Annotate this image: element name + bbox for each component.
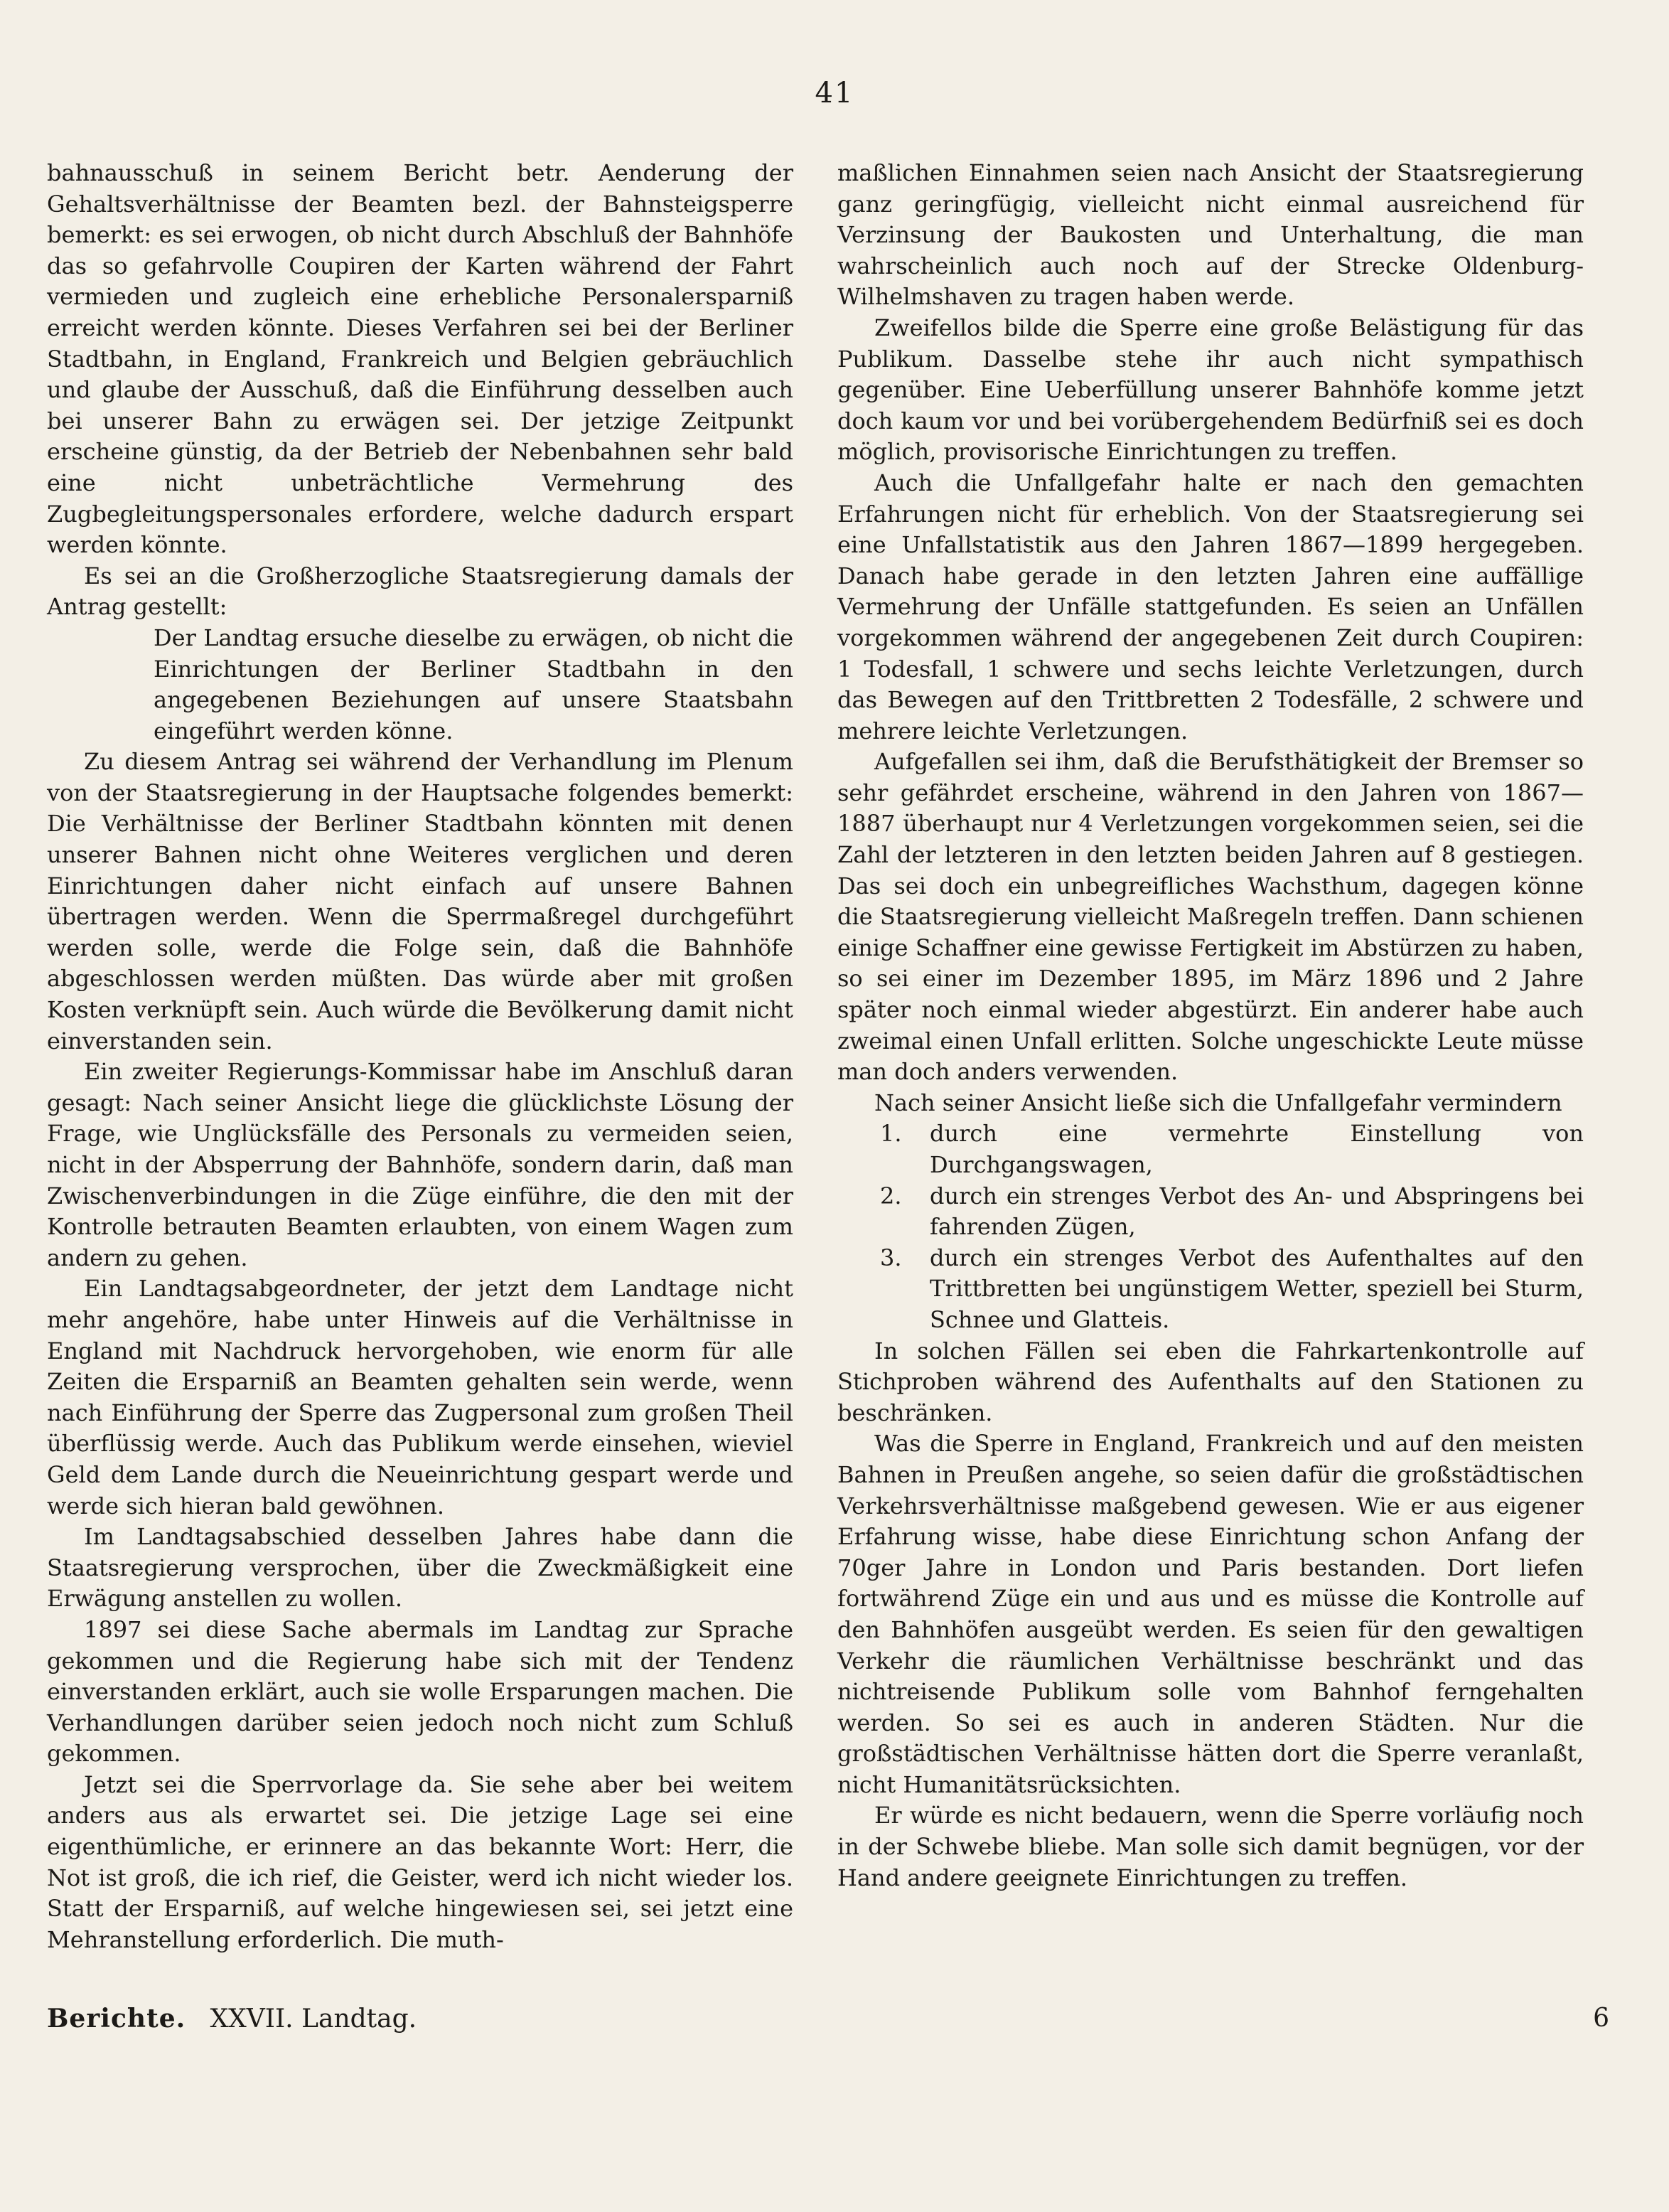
paragraph: Jetzt sei die Sperrvorlage da. Sie sehe aber bei weitem anders aus als erwartet sei. Die jetzige Lage sei eine eigenthümliche, er erinnere an das bekannte Wort: Herr, die Not ist groß, die ich rief, die Geister, werd ich nicht wieder los. Statt der Ersparniß, auf welche hingewiesen sei, sei jetzt eine Mehranstellung erforderlich. Die muth- — [47, 1770, 793, 1953]
footer-session: XXVII. Landtag. — [210, 2004, 417, 2034]
signature-mark: 6 — [1593, 2004, 1609, 2033]
paragraph: Im Landtagsabschied desselben Jahres habe dann die Staatsregierung versprochen, über die Zweckmäßigkeit eine Erwägung anstellen zu wollen. — [47, 1523, 793, 1613]
footer-label: Berichte. — [47, 2004, 186, 2034]
list-item-text: durch ein strenges Verbot des An- und Abspringens bei fahrenden Zügen, — [930, 1182, 1584, 1241]
paragraph: Es sei an die Großherzogliche Staatsregierung damals der Antrag gestellt: — [47, 562, 793, 621]
list-item — [837, 1118, 1584, 1180]
list-item-number: 1. — [880, 1120, 902, 1148]
paragraph: Ein Landtagsabgeordneter, der jetzt dem Landtage nicht mehr angehöre, habe unter Hinweis auf die Verhältnisse in England mit Nachdruck hervorgehoben, wie enorm für alle Zeiten die Ersparniß an Beamten gehalten sein werde, wenn nach Einführung der Sperre das Zugpersonal zum großen Theil überflüssig werde. Auch das Publikum werde einsehen, wieviel Geld dem Lande durch die Neueinrichtung gespart werde und werde sich hieran bald gewöhnen. — [47, 1275, 793, 1519]
quoted-motion: Der Landtag ersuche dieselbe zu erwägen, ob nicht die Einrichtungen der Berliner Stadtbahn in den angegebenen Beziehungen auf unsere Staatsbahn eingeführt werden könne. — [154, 624, 793, 744]
paragraph: Aufgefallen sei ihm, daß die Berufsthätigkeit der Bremser so sehr gefährdet erscheine, während in den Jahren von 1867—1887 überhaupt nur 4 Verletzungen vorgekommen seien, sei die Zahl der letzteren in den letzten beiden Jahren auf 8 gestiegen. Das sei doch ein unbegreifliches Wachsthum, dagegen könne die Staatsregierung vielleicht Maßregeln treffen. Dann schienen einige Schaffner eine gewisse Fertigkeit im Abstürzen zu haben, so sei einer im Dezember 1895, im März 1896 und 2 Jahre später noch einmal wieder abgestürzt. Ein anderer habe auch zweimal einen Unfall erlitten. Solche ungeschickte Leute müsse man doch anders verwenden. — [837, 748, 1584, 1086]
left-column — [47, 158, 793, 1955]
paragraph: Auch die Unfallgefahr halte er nach den gemachten Erfahrungen nicht für erheblich. Von der Staatsregierung sei eine Unfallstatistik aus den Jahren 1867—1899 hergegeben. Danach habe gerade in den letzten Jahren eine auffällige Vermehrung der Unfälle stattgefunden. Es seien an Unfällen vorgekommen während der angegebenen Zeit durch Coupiren: 1 Todesfall, 1 schwere und sechs leichte Verletzungen, durch das Bewegen auf den Trittbretten 2 Todesfälle, 2 schwere und mehrere leichte Verletzungen. — [837, 469, 1584, 744]
list-item-number: 2. — [880, 1182, 902, 1209]
footer-left — [47, 2004, 417, 2034]
list-item-number: 3. — [880, 1244, 902, 1271]
list-item — [837, 1243, 1584, 1336]
paragraph: In solchen Fällen sei eben die Fahrkartenkontrolle auf Stichproben während des Aufenthalts auf den Stationen zu beschränken. — [837, 1337, 1584, 1426]
paragraph: Zweifellos bilde die Sperre eine große Belästigung für das Publikum. Dasselbe stehe ihr auch nicht sympathisch gegenüber. Eine Ueberfüllung unserer Bahnhöfe komme jetzt doch kaum vor und bei vorübergehendem Bedürfniß sei es doch möglich, provisorische Einrichtungen zu treffen. — [837, 314, 1584, 466]
paragraph: Nach seiner Ansicht ließe sich die Unfallgefahr vermindern — [874, 1089, 1562, 1116]
paragraph: bahnausschuß in seinem Bericht betr. Aenderung der Gehaltsverhältnisse der Beamten bezl. der Bahnsteigsperre bemerkt: es sei erwogen, ob nicht durch Abschluß der Bahnhöfe das so gefahrvolle Coupiren der Karten während der Fahrt vermieden und zugleich eine erhebliche Personalersparniß erreicht werden könnte. Dieses Verfahren sei bei der Berliner Stadtbahn, in England, Frankreich und Belgien gebräuchlich und glaube der Ausschuß, daß die Einführung desselben auch bei unserer Bahn zu erwägen sei. Der jetzige Zeitpunkt erscheine günstig, da der Betrieb der Nebenbahnen sehr bald eine nicht unbeträchtliche Vermehrung des Zugbegleitungspersonales erfordere, welche dadurch erspart werden könnte. — [47, 159, 793, 559]
list-item-text: durch ein strenges Verbot des Aufenthaltes auf den Trittbretten bei ungünstigem Wetter, speziell bei Sturm, Schnee und Glatteis. — [930, 1244, 1584, 1333]
paragraph: 1897 sei diese Sache abermals im Landtag zur Sprache gekommen und die Regierung habe sich mit der Tendenz einverstanden erklärt, auch sie wolle Ersparungen machen. Die Verhandlungen darüber seien jedoch noch nicht zum Schluß gekommen. — [47, 1615, 793, 1768]
list-item — [837, 1181, 1584, 1243]
paragraph: maßlichen Einnahmen seien nach Ansicht der Staatsregierung ganz geringfügig, vielleicht nicht einmal ausreichend für Verzinsung der Baukosten und Unterhaltung, die man wahrscheinlich auch noch auf der Strecke Oldenburg-Wilhelmshaven zu tragen haben werde. — [837, 159, 1584, 311]
paragraph: Ein zweiter Regierungs-Kommissar habe im Anschluß daran gesagt: Nach seiner Ansicht liege die glücklichste Lösung der Frage, wie Unglücksfälle des Personals zu vermeiden seien, nicht in der Absperrung der Bahnhöfe, sondern darin, daß man Zwischenverbindungen in die Züge einführe, die den mit der Kontrolle betrauten Beamten erlaubten, von einem Wagen zum andern zu gehen. — [47, 1058, 793, 1271]
page-number: 41 — [815, 77, 854, 109]
paragraph: Er würde es nicht bedauern, wenn die Sperre vorläufig noch in der Schwebe bliebe. Man solle sich damit begnügen, vor der Hand andere geeignete Einrichtungen zu treffen. — [837, 1802, 1584, 1891]
paragraph: Was die Sperre in England, Frankreich und auf den meisten Bahnen in Preußen angehe, so seien dafür die großstädtischen Verkehrsverhältnisse maßgebend gewesen. Wie er aus eigener Erfahrung wisse, habe diese Einrichtung schon Anfang der 70ger Jahre in London und Paris bestanden. Dort liefen fortwährend Züge ein und aus und es müsse die Kontrolle auf den Bahnhöfen ausgeübt werden. Es seien für den gewaltigen Verkehr die räumlichen Verhältnisse beschränkt und das nichtreisende Publikum solle vom Bahnhof ferngehalten werden. So sei es auch in anderen Städten. Nur die großstädtischen Verhältnisse hätten dort die Sperre veranlaßt, nicht Humanitätsrücksichten. — [837, 1430, 1584, 1798]
paragraph: Zu diesem Antrag sei während der Verhandlung im Plenum von der Staatsregierung in der Hauptsache folgendes bemerkt: Die Verhältnisse der Berliner Stadtbahn könnten mit denen unserer Bahnen nicht ohne Weiteres verglichen und deren Einrichtungen daher nicht einfach auf unsere Bahnen übertragen werden. Wenn die Sperrmaßregel durchgeführt werden solle, werde die Folge sein, daß die Bahnhöfe abgeschlossen werden müßten. Das würde aber mit großen Kosten verknüpft sein. Auch würde die Bevölkerung damit nicht einverstanden sein. — [47, 748, 793, 1054]
right-column — [837, 158, 1584, 1893]
list-item-text: durch eine vermehrte Einstellung von Durchgangswagen, — [930, 1120, 1584, 1178]
page-footer — [47, 2004, 1609, 2039]
